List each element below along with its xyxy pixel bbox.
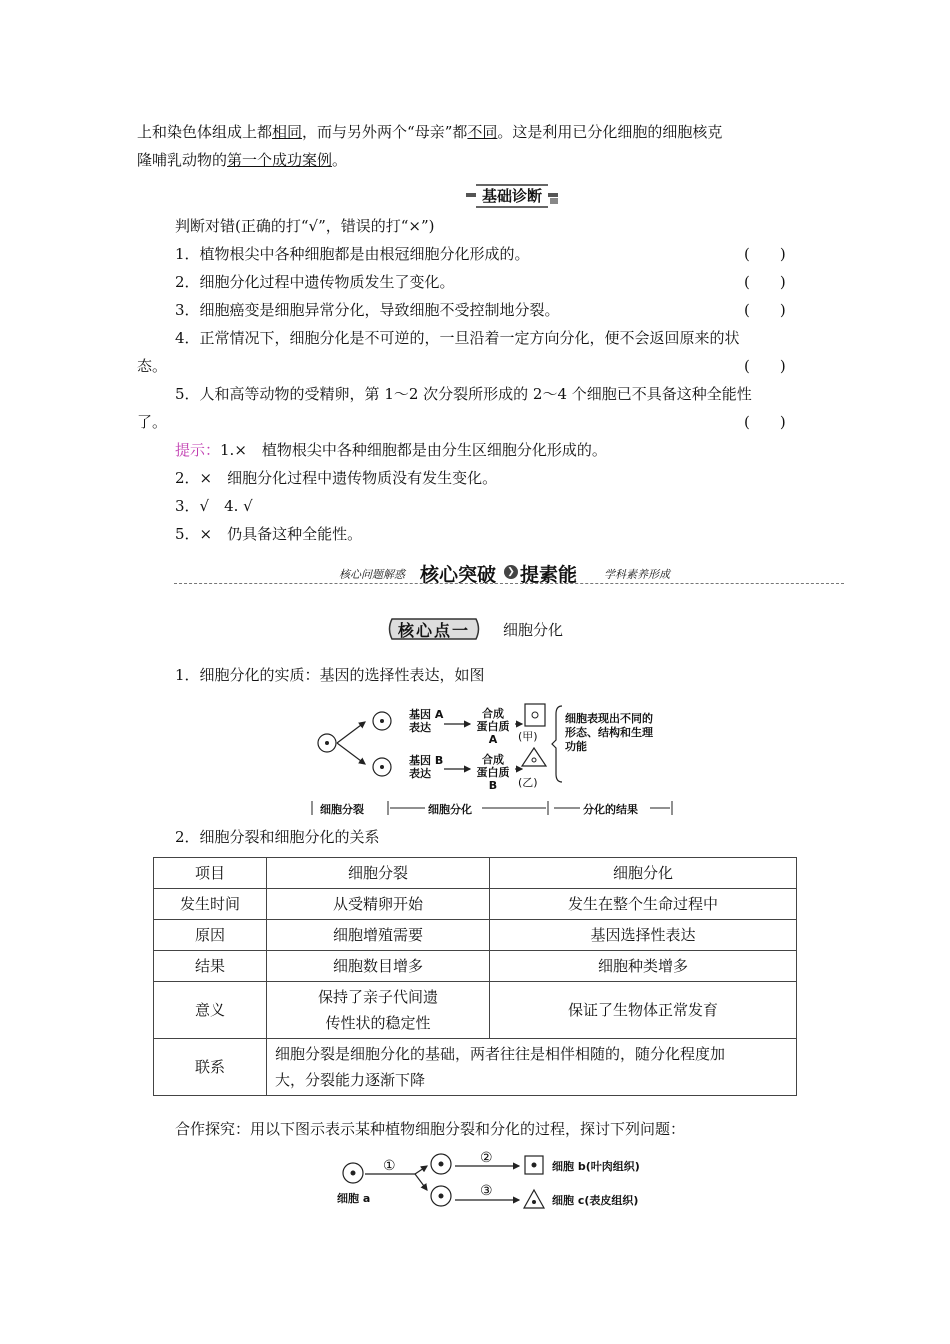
text: ，而与另外两个“母亲”都 [302, 123, 468, 141]
label-line: 表达 [409, 767, 431, 780]
table-cell [267, 982, 490, 1039]
diagnosis-item-5-cont: 了。 [137, 413, 168, 431]
cell-c-label: 细胞 c(表皮组织) [552, 1194, 639, 1207]
diagnosis-item-1: 1．植物根尖中各种细胞都是由根冠细胞分化形成的。 [175, 245, 530, 263]
underlined-term: 相同 [272, 123, 303, 141]
gene-b-label [409, 754, 443, 780]
plant-cell-diagram [335, 1150, 675, 1215]
label-line: 基因 B [409, 754, 444, 767]
core-point-title: 细胞分化 [503, 621, 564, 639]
cell-b-label: 细胞 b(叶肉组织) [552, 1160, 640, 1173]
point-1: 1．细胞分化的实质：基因的选择性表达，如图 [175, 666, 485, 684]
table-cell: 细胞数目增多 [267, 951, 490, 982]
differentiation-diagram [310, 700, 690, 820]
table-cell: 保证了生物体正常发育 [490, 982, 797, 1039]
label-line: 形态、结构和生理 [565, 726, 653, 739]
cell-jia-label: (甲) [518, 730, 538, 743]
table-cell [267, 1039, 797, 1096]
cell-line: 大，分裂能力逐渐下降 [275, 1071, 426, 1089]
header-cell: 细胞分化 [490, 858, 797, 889]
table-cell: 联系 [154, 1039, 267, 1096]
arrow-badge-icon: ❯ [504, 565, 518, 579]
hint-label: 提示： [175, 441, 221, 459]
table-row [154, 982, 797, 1039]
hint-line-3: 3．√ 4. √ [175, 497, 253, 515]
text: 。这是利用已分化细胞的细胞核克 [497, 123, 723, 141]
step-1-label: ① [383, 1158, 396, 1174]
diagnosis-banner [466, 184, 558, 206]
table-cell: 原因 [154, 920, 267, 951]
hint-text: 1.× 植物根尖中各种细胞都是由分生区细胞分化形成的。 [220, 441, 607, 459]
underlined-term: 第一个成功案例 [227, 151, 333, 169]
table-cell: 细胞增殖需要 [267, 920, 490, 951]
diagnosis-item-2: 2．细胞分化过程中遗传物质发生了变化。 [175, 273, 455, 291]
header-cell: 细胞分裂 [267, 858, 490, 889]
stage-differentiation: 细胞分化 [428, 803, 472, 816]
answer-blank: ( ) [744, 357, 786, 375]
cell-line: 细胞分裂是细胞分化的基础，两者往往是相伴相随的，随分化程度加 [275, 1045, 726, 1063]
table-cell: 发生时间 [154, 889, 267, 920]
underlined-term: 不同 [467, 123, 498, 141]
hint-line-4: 5．× 仍具备这种全能性。 [175, 525, 363, 543]
intro-line-1 [137, 121, 722, 143]
label-line: 合成 [482, 753, 504, 766]
core-point-badge [386, 617, 482, 641]
step-2-label: ② [480, 1150, 493, 1166]
point-2: 2．细胞分裂和细胞分化的关系 [175, 828, 380, 846]
section-header-main2: 提素能 [520, 564, 578, 586]
section-header-main1: 核心突破 [420, 564, 497, 586]
intro-line-2 [137, 149, 347, 171]
label-line: B [488, 779, 498, 792]
cell-a-label: 细胞 a [337, 1192, 371, 1205]
label-line: 基因 A [409, 708, 444, 721]
section-header-right: 学科素养形成 [604, 568, 670, 581]
hint-line-1 [175, 439, 607, 461]
cell-yi-label: (乙) [518, 776, 538, 789]
core-point-badge-text: 核心点一 [397, 621, 470, 640]
cell-line: 保持了亲子代间遗 [317, 988, 438, 1006]
label-line: 表达 [409, 721, 431, 734]
diagnosis-title: 基础诊断 [476, 184, 548, 208]
label-line: 功能 [565, 740, 587, 753]
diagnosis-instruction: 判断对错(正确的打“√”，错误的打“×”) [175, 217, 435, 235]
gene-a-label [409, 708, 443, 734]
relationship-table [153, 857, 797, 1096]
table-cell: 发生在整个生命过程中 [490, 889, 797, 920]
label-line: A [488, 733, 498, 746]
diagnosis-item-4-cont: 态。 [137, 357, 168, 375]
table-row [154, 1039, 797, 1096]
table-cell: 细胞种类增多 [490, 951, 797, 982]
cooperative-inquiry: 合作探究：用以下图示表示某种植物细胞分裂和分化的过程，探讨下列问题： [175, 1120, 686, 1138]
text: 上和染色体组成上都 [137, 123, 273, 141]
header-cell: 项目 [154, 858, 267, 889]
stage-division: 细胞分裂 [320, 803, 364, 816]
stage-result: 分化的结果 [583, 803, 638, 816]
protein-b-label [473, 753, 513, 792]
text: 。 [332, 151, 348, 169]
table-cell: 意义 [154, 982, 267, 1039]
text: 隆哺乳动物的 [137, 151, 228, 169]
answer-blank: ( ) [744, 301, 786, 319]
table-cell: 结果 [154, 951, 267, 982]
label-line: 蛋白质 [476, 766, 510, 779]
diagnosis-item-3: 3．细胞癌变是细胞异常分化，导致细胞不受控制地分裂。 [175, 301, 560, 319]
section-header-left: 核心问题解惑 [339, 568, 405, 581]
answer-blank: ( ) [744, 413, 786, 431]
table-row [154, 920, 797, 951]
answer-blank: ( ) [744, 245, 786, 263]
hint-line-2: 2．× 细胞分化过程中遗传物质没有发生变化。 [175, 469, 498, 487]
diagnosis-item-5: 5．人和高等动物的受精卵，第 1～2 次分裂所形成的 2～4 个细胞已不具备这种全能性 [175, 385, 752, 403]
diagnosis-item-4: 4．正常情况下，细胞分化是不可逆的，一旦沿着一定方向分化，便不会返回原来的状 [175, 329, 740, 347]
table-row [154, 889, 797, 920]
table-cell: 从受精卵开始 [267, 889, 490, 920]
cell-line: 传性状的稳定性 [325, 1014, 431, 1032]
step-3-label: ③ [480, 1183, 493, 1199]
label-line: 蛋白质 [476, 720, 510, 733]
table-header-row [154, 858, 797, 889]
section-divider [174, 583, 844, 584]
label-line: 合成 [482, 707, 504, 720]
table-cell: 基因选择性表达 [490, 920, 797, 951]
result-label [565, 712, 653, 754]
answer-blank: ( ) [744, 273, 786, 291]
protein-a-label [473, 707, 513, 746]
table-row [154, 951, 797, 982]
label-line: 细胞表现出不同的 [565, 712, 653, 725]
